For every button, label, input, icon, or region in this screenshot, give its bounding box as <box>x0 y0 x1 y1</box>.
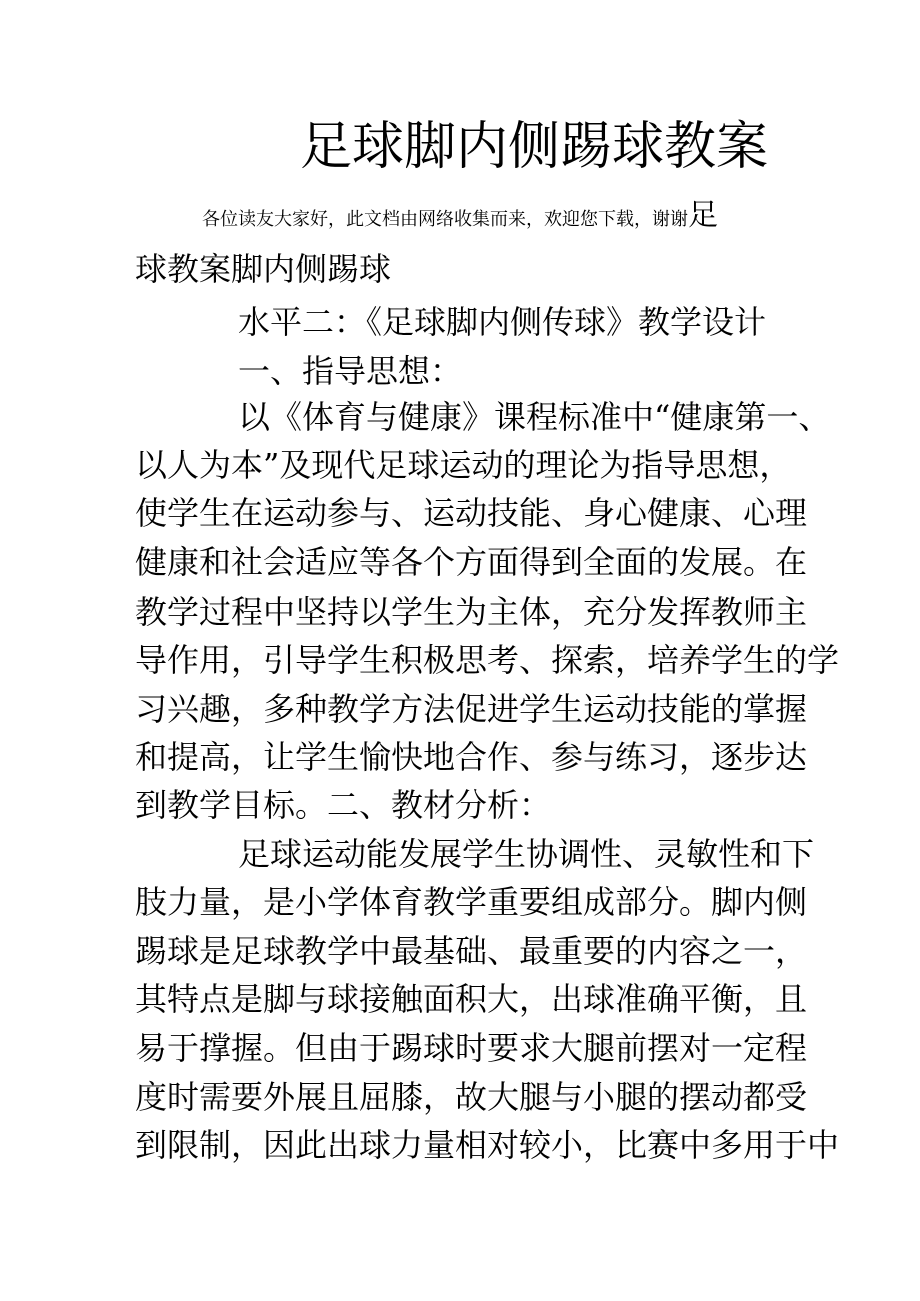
paragraph-line: 教学过程中坚持以学生为主体，充分发挥教师主 <box>135 593 808 631</box>
paragraph-line: 以《体育与健康》课程标准中“健康第一、 <box>238 398 831 436</box>
download-notice-text: 各位读友大家好，此文档由网络收集而来，欢迎您下载，谢谢 <box>202 209 688 230</box>
paragraph-line: 易于撑握。但由于踢球时要求大腿前摆对一定程 <box>135 1029 808 1067</box>
paragraph-line: 使学生在运动参与、运动技能、身心健康、心理 <box>135 494 808 532</box>
paragraph-line: 踢球是足球教学中最基础、最重要的内容之一， <box>135 932 808 970</box>
paragraph-line: 以人为本”及现代足球运动的理论为指导思想， <box>135 446 792 484</box>
section-heading-design: 水平二：《足球脚内侧传球》教学设计 <box>238 303 767 341</box>
paragraph-line: 肢力量，是小学体育教学重要组成部分。脚内侧 <box>135 883 808 921</box>
paragraph-line: 度时需要外展且屈膝，故大腿与小腿的摆动都受 <box>135 1078 808 1116</box>
paragraph-line: 导作用，引导学生积极思考、探索，培养学生的学 <box>135 641 840 679</box>
text-line: 球教案脚内侧踢球 <box>135 250 392 288</box>
paragraph-line: 习兴趣，多种教学方法促进学生运动技能的掌握 <box>135 690 808 728</box>
notice-trailing-char: 足 <box>688 198 718 233</box>
paragraph-line: 和提高，让学生愉快地合作、参与练习，逐步达 <box>135 738 808 776</box>
paragraph-line: 其特点是脚与球接触面积大，出球准确平衡，且 <box>135 980 808 1018</box>
document-title: 足球脚内侧踢球教案 <box>300 117 769 177</box>
paragraph-line: 到教学目标。二、教材分析： <box>135 786 552 824</box>
download-notice <box>202 196 718 240</box>
section-heading-guiding-idea: 一、指导思想： <box>238 352 463 390</box>
paragraph-line: 健康和社会适应等各个方面得到全面的发展。在 <box>135 543 808 581</box>
paragraph-line: 足球运动能发展学生协调性、灵敏性和下 <box>238 835 815 873</box>
paragraph-line: 到限制，因此出球力量相对较小，比赛中多用于中 <box>135 1126 840 1164</box>
